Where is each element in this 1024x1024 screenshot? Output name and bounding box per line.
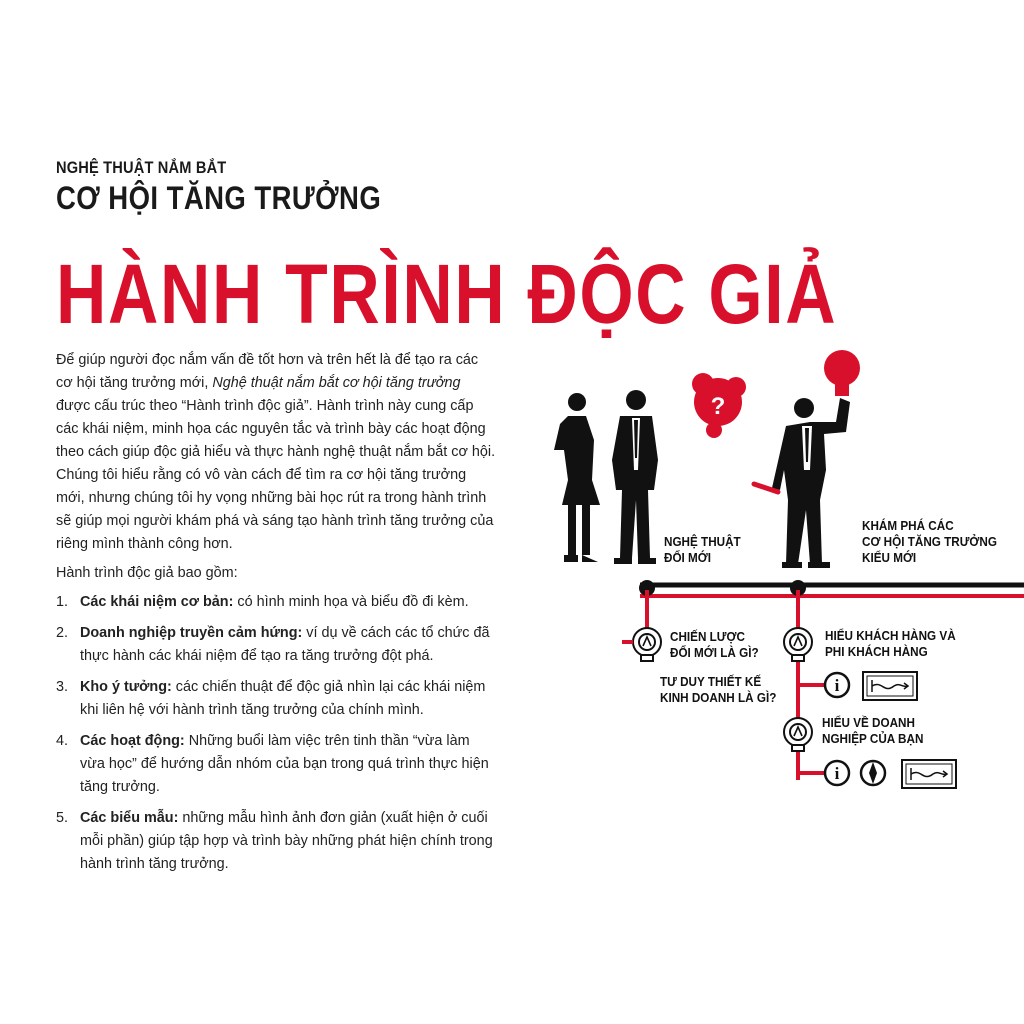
list-item [56, 676, 496, 722]
body-text [56, 349, 496, 884]
item-number: 5. [56, 810, 69, 826]
item-number: 1. [56, 594, 69, 610]
template-icon-2 [902, 760, 956, 788]
svg-text:i: i [834, 764, 840, 783]
item-text: Những buổi làm việc trên tinh thần “vừa làm vừa học” để hướng dẫn nhóm của bạn trong quá trình thực hiện tăng trưởng. [80, 733, 489, 795]
compass-icon [861, 761, 885, 785]
concept-icon-strategy [633, 628, 661, 661]
info-icon-1 [825, 673, 849, 697]
kicker-title: NGHỆ THUẬT NẮM BẮT [56, 158, 227, 177]
woman-silhouette [554, 393, 600, 562]
intro-part-2: được cấu trúc theo “Hành trình độc giả”. Hành trình này cung cấp các khái niệm, minh họa các nguyên tắc và trình bày các hoạt động theo cách giúp độc giả hiểu và thực hành nghệ thuật nắm bắt cơ hội. Chúng tôi hiểu rằng có vô vàn cách để tìm ra cơ hội tăng trưởng mới, nhưng chúng tôi hy vọng những bài học rút ra trong hành trình sẽ giúp mọi người khám phá và sáng tạo hành trình tăng trưởng của riêng mình thành công hơn. [56, 398, 496, 552]
info-icon-2 [825, 761, 849, 785]
item-number: 3. [56, 679, 69, 695]
label-business-design: TƯ DUY THIẾT KẾ KINH DOANH LÀ GÌ? [660, 674, 777, 705]
list-item [56, 807, 496, 876]
label-innovation-strategy: CHIẾN LƯỢC ĐỔI MỚI LÀ GÌ? [670, 629, 759, 660]
item-number: 4. [56, 733, 69, 749]
list-intro: Hành trình độc giả bao gồm: [56, 565, 238, 581]
item-text: ví dụ về cách các tổ chức đã thực hành các khái niệm để tạo ra tăng trưởng đột phá. [80, 625, 490, 664]
item-term: Các khái niệm cơ bản: [80, 594, 234, 610]
item-term: Kho ý tưởng: [80, 679, 172, 695]
label-art-of-innovation: NGHỆ THUẬT ĐỔI MỚI [664, 534, 741, 565]
item-text: các chiến thuật để độc giả nhìn lại các khái niệm khi liên hệ với hành trình tăng trưởng của chính mình. [80, 679, 486, 718]
lightbulb [824, 350, 860, 396]
label-discover-opportunities: KHÁM PHÁ CÁC CƠ HỘI TĂNG TRƯỞNG KIỂU MỚI [862, 518, 997, 565]
concept-icon-customers [784, 628, 812, 661]
intro-paragraph [56, 349, 496, 556]
template-icon-1 [863, 672, 917, 700]
journey-list [56, 591, 496, 876]
svg-text:i: i [834, 676, 840, 695]
concept-icon-business [784, 718, 812, 751]
diagram-graphic [540, 340, 1024, 820]
item-term: Các hoạt động: [80, 733, 185, 749]
intro-part-1: Để giúp người đọc nắm vấn đề tốt hơn và trên hết là để tạo ra các cơ hội tăng trưởng mới, [56, 352, 479, 391]
question-mark: ? [710, 393, 726, 420]
item-number: 2. [56, 625, 69, 641]
subtitle: CƠ HỘI TĂNG TRƯỞNG [56, 180, 382, 216]
presenter-silhouette [772, 398, 850, 568]
label-understand-business: HIỂU VỀ DOANH NGHIỆP CỦA BẠN [822, 715, 924, 746]
item-term: Doanh nghiệp truyền cảm hứng: [80, 625, 303, 641]
book-title: Nghệ thuật nắm bắt cơ hội tăng trưởng [212, 375, 461, 391]
list-item [56, 591, 496, 614]
item-text: những mẫu hình ảnh đơn giản (xuất hiện ở cuối mỗi phần) giúp tập hợp và trình bày những phát hiện chính trong hành trình tăng trưởng. [80, 810, 493, 872]
item-term: Các biểu mẫu: [80, 810, 179, 826]
journey-diagram [540, 340, 1024, 820]
list-item [56, 730, 496, 799]
man-silhouette [612, 390, 658, 564]
label-understand-customers: HIỂU KHÁCH HÀNG VÀ PHI KHÁCH HÀNG [825, 628, 956, 659]
list-item [56, 622, 496, 668]
page-title: HÀNH TRÌNH ĐỘC GIẢ [56, 247, 838, 341]
item-text: có hình minh họa và biểu đồ đi kèm. [233, 594, 469, 610]
